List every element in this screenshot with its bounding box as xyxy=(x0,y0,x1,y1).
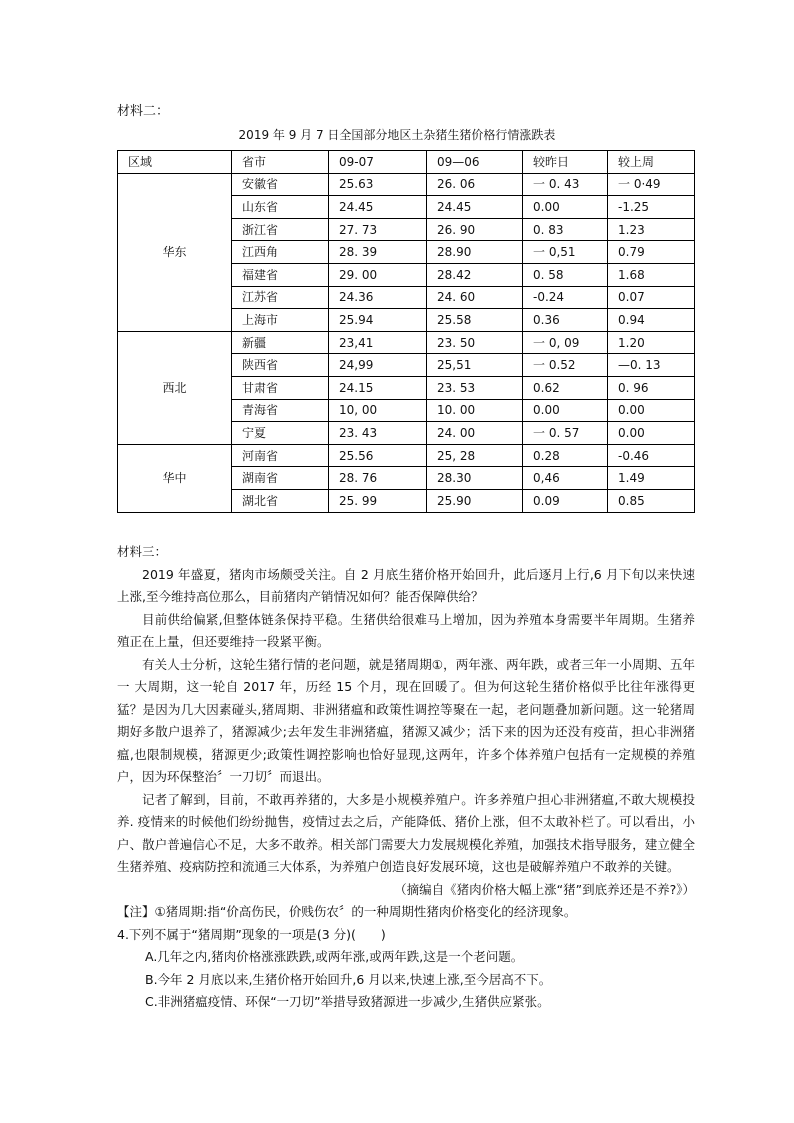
table-cell: 28. 76 xyxy=(329,467,427,490)
table-cell: 25, 28 xyxy=(427,444,523,467)
table-cell: 0. 96 xyxy=(608,376,695,399)
material-3-label: 材料三： xyxy=(117,544,168,559)
material-3 xyxy=(117,541,695,1014)
table-header-cell: 较上周 xyxy=(608,151,695,174)
table-cell: -0.46 xyxy=(608,444,695,467)
table-cell: 23. 43 xyxy=(329,422,427,445)
table-cell: 河南省 xyxy=(232,444,329,467)
table-header-row xyxy=(118,151,695,174)
table-cell: 0.00 xyxy=(608,399,695,422)
table-cell: 1.68 xyxy=(608,263,695,286)
table-cell: 0.79 xyxy=(608,241,695,264)
table-cell: 0.09 xyxy=(523,489,608,512)
material-2-label: 材料二： xyxy=(117,104,170,119)
table-cell: 1.20 xyxy=(608,331,695,354)
option-b[interactable]: B.今年 2 月底以来,生猪价格开始回升,6 月以来,快速上涨,至今居高不下。 xyxy=(145,971,552,987)
option-a[interactable]: A.几年之内,猪肉价格涨涨跌跌,或两年涨,或两年跌,这是一个老问题。 xyxy=(145,949,524,964)
table-header-cell: 09-07 xyxy=(329,151,427,174)
question-stem: 4.下列不属于“猪周期”现象的一项是(3 分)( ) xyxy=(117,926,386,942)
table-cell: 0.07 xyxy=(608,286,695,309)
table-cell: 24.45 xyxy=(329,196,427,219)
table-cell: 一 0. 43 xyxy=(523,173,608,196)
table-cell: 一 0,51 xyxy=(523,241,608,264)
table-cell: 28.42 xyxy=(427,263,523,286)
table-cell: 甘肃省 xyxy=(232,376,329,399)
table-cell: 0.28 xyxy=(523,444,608,467)
table-cell: 24. 00 xyxy=(427,422,523,445)
region-cell: 华中 xyxy=(118,444,232,512)
table-cell: 25. 99 xyxy=(329,489,427,512)
table-cell: 24.45 xyxy=(427,196,523,219)
table-cell: —0. 13 xyxy=(608,354,695,377)
table-cell: 湖北省 xyxy=(232,489,329,512)
table-cell: 1.23 xyxy=(608,218,695,241)
table-cell: 10. 00 xyxy=(427,399,523,422)
table-header-cell: 区域 xyxy=(118,151,232,174)
table-cell: 10, 00 xyxy=(329,399,427,422)
table-cell: 0.00 xyxy=(523,196,608,219)
table-cell: 青海省 xyxy=(232,399,329,422)
table-cell: 江苏省 xyxy=(232,286,329,309)
table-cell: 0.85 xyxy=(608,489,695,512)
table-cell: 1.49 xyxy=(608,467,695,490)
table-cell: 23. 50 xyxy=(427,331,523,354)
table-cell: 一 0. 57 xyxy=(523,422,608,445)
table-cell: 0,46 xyxy=(523,467,608,490)
table-cell: 陕西省 xyxy=(232,354,329,377)
table-caption: 2019 年 9 月 7 日全国部分地区土杂猪生猪价格行情涨跌表 xyxy=(238,128,556,142)
table-cell: -1.25 xyxy=(608,196,695,219)
table-cell: 28.30 xyxy=(427,467,523,490)
table-row xyxy=(118,331,695,354)
paragraph-1: 2019 年盛夏，猪肉市场颇受关注。自 2 月底生猪价格开始回升，此后逐月上行,6 月下旬以来快速上涨,至今维持高位那么，目前猪肉产销情况如何？能否保障供给？ xyxy=(117,566,695,604)
source-citation: （摘编自《猪肉价格大幅上涨“猪”到底养还是不养?》） xyxy=(394,881,695,897)
table-cell: 0. 83 xyxy=(523,218,608,241)
table-cell: 28. 39 xyxy=(329,241,427,264)
pig-price-table xyxy=(117,150,695,513)
table-cell: 福建省 xyxy=(232,263,329,286)
table-row xyxy=(118,173,695,196)
table-cell: 0.94 xyxy=(608,309,695,332)
table-cell: 25.90 xyxy=(427,489,523,512)
table-cell: 宁夏 xyxy=(232,422,329,445)
paragraph-3: 有关人士分析，这轮生猪行情的老问题，就是猪周期①，两年涨、两年跌，或者三年一小周期、五年一 大周期，这一轮自 2017 年，历经 15 个月，现在回暖了。但为何这轮生猪价格似乎比往年涨得更猛？是因为几大因素碰头,猪周期、非洲猪瘟和政策性调控等聚在一起，老问题叠加新问题。这一轮猪周期好多散户退养了，猪源减少;去年发生非洲猪瘟，猪源又减少；活下来的因为还没有疫苗，担心非洲猪瘟,也限制规模，猪源更少;政策性调控影响也恰好显现,这两年，许多个体养殖户包括有一定规模的养殖户，因为环保整治〞一刀切〞而退出。 xyxy=(117,656,695,784)
table-cell: 28.90 xyxy=(427,241,523,264)
table-cell: 25.63 xyxy=(329,173,427,196)
table-cell: 湖南省 xyxy=(232,467,329,490)
paragraph-4: 记者了解到，目前，不敢再养猪的，大多是小规模养殖户。许多养殖户担心非洲猪瘟,不敢大规模投养. 疫情来的时候他们纷纷抛售，疫情过去之后，产能降低、猪价上涨，但不太敢补栏了。可以看出，小户、散户普遍信心不足，大多不敢养。相关部门需要大力发展规模化养殖，加强技术指导服务，建立健全生猪养殖、疫病防控和流通三大体系，为养殖户创造良好发展环境，这也是破解养殖户不敢养的关键。 xyxy=(117,791,695,874)
table-cell: 25.58 xyxy=(427,309,523,332)
table-cell: 29. 00 xyxy=(329,263,427,286)
paragraph-2: 目前供给偏紧,但整体链条保持平稳。生猪供给很难马上增加，因为养殖本身需要半年周期。生猪养殖正在上量，但还要维持一段紧平衡。 xyxy=(117,611,695,649)
table-cell: 山东省 xyxy=(232,196,329,219)
region-cell: 华东 xyxy=(118,173,232,331)
table-cell: 上海市 xyxy=(232,309,329,332)
table-cell: 一 0, 09 xyxy=(523,331,608,354)
table-cell: 23,41 xyxy=(329,331,427,354)
table-cell: 0.62 xyxy=(523,376,608,399)
table-cell: 新疆 xyxy=(232,331,329,354)
table-cell: 一 0.52 xyxy=(523,354,608,377)
table-cell: 25.56 xyxy=(329,444,427,467)
table-cell: 24.36 xyxy=(329,286,427,309)
table-cell: 24. 60 xyxy=(427,286,523,309)
table-cell: 24.15 xyxy=(329,376,427,399)
table-cell: 27. 73 xyxy=(329,218,427,241)
table-cell: 浙江省 xyxy=(232,218,329,241)
table-header-cell: 09—06 xyxy=(427,151,523,174)
table-cell: 25.94 xyxy=(329,309,427,332)
table-cell: 26. 90 xyxy=(427,218,523,241)
table-cell: 一 0·49 xyxy=(608,173,695,196)
table-cell: 江西角 xyxy=(232,241,329,264)
table-cell: 0.36 xyxy=(523,309,608,332)
table-cell: 0. 58 xyxy=(523,263,608,286)
table-cell: 24,99 xyxy=(329,354,427,377)
table-row xyxy=(118,444,695,467)
table-cell: 23. 53 xyxy=(427,376,523,399)
table-cell: -0.24 xyxy=(523,286,608,309)
table-cell: 25,51 xyxy=(427,354,523,377)
table-cell: 安徽省 xyxy=(232,173,329,196)
footnote: 【注】①猪周期:指“价高伤民，价贱伤农〞的一种周期性猪肉价格变化的经济现象。 xyxy=(117,904,577,919)
option-c[interactable]: C.非洲猪瘟疫情、环保“一刀切”举措导致猪源进一步减少,生猪供应紧张。 xyxy=(145,994,550,1009)
table-header-cell: 省市 xyxy=(232,151,329,174)
table-header-cell: 较昨日 xyxy=(523,151,608,174)
table-cell: 26. 06 xyxy=(427,173,523,196)
table-cell: 0.00 xyxy=(523,399,608,422)
region-cell: 西北 xyxy=(118,331,232,444)
table-cell: 0.00 xyxy=(608,422,695,445)
